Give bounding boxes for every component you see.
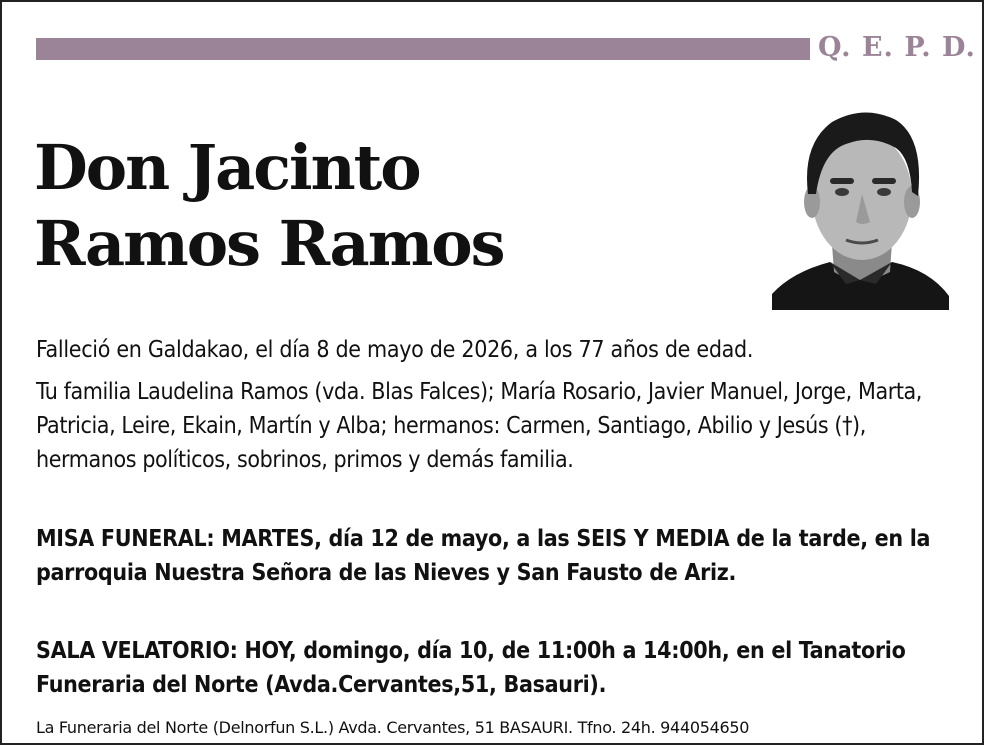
death-notice: Falleció en Galdakao, el día 8 de mayo de 2026, a los 77 años de edad. bbox=[36, 337, 754, 363]
funeral-mass: MISA FUNERAL: MARTES, día 12 de mayo, a las SEIS Y MEDIA de la tarde, en la parroquia Nuestra Señora de las Nieves y San Fausto de Ariz. bbox=[36, 526, 931, 586]
wake-info: SALA VELATORIO: HOY, domingo, día 10, de 11:00h a 14:00h, en el Tanatorio Funeraria del Norte (Avda.Cervantes,51, Basauri). bbox=[36, 638, 906, 698]
funeral-home-footer: La Funeraria del Norte (Delnorfun S.L.) Avda. Cervantes, 51 BASAURI. Tfno. 24h. 944054650 bbox=[36, 718, 750, 737]
name-line-1: Don Jacinto bbox=[34, 131, 420, 204]
portrait-photo bbox=[772, 104, 949, 310]
family-list: Tu familia Laudelina Ramos (vda. Blas Falces); María Rosario, Javier Manuel, Jorge, Marta, Patricia, Leire, Ekain, Martín y Alba; hermanos: Carmen, Santiago, Abilio y Jesús (†), hermanos políticos, sobrinos, primos y demás familia. bbox=[36, 379, 922, 473]
deceased-name bbox=[34, 130, 504, 282]
name-line-2: Ramos Ramos bbox=[34, 207, 504, 280]
header-bar bbox=[36, 38, 810, 60]
qepd-label: Q. E. P. D. bbox=[818, 32, 976, 63]
portrait-icon bbox=[772, 104, 949, 310]
